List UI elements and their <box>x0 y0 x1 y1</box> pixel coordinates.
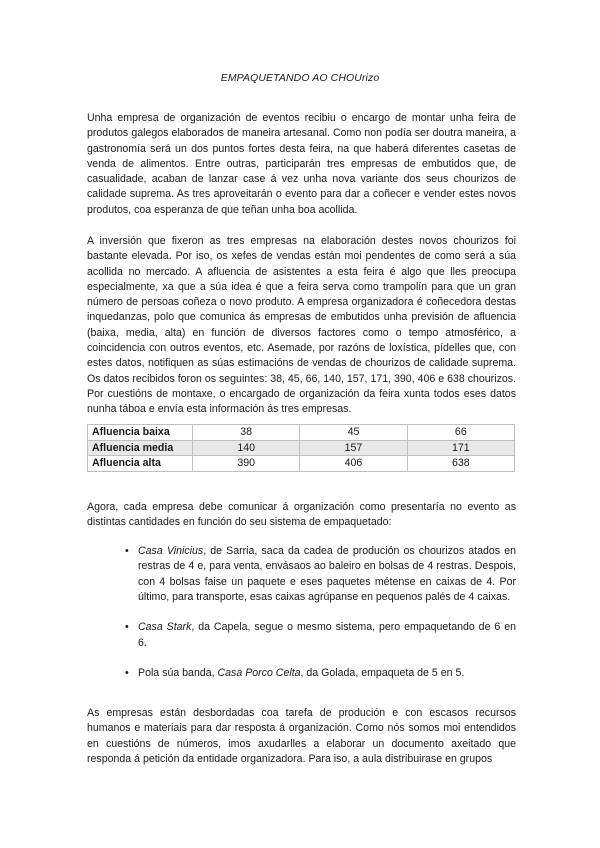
list-item: • Casa Stark, da Capela, segue o mesmo sistema, pero empaquetando de 6 en 6. <box>125 621 516 649</box>
attendance-table <box>87 424 515 472</box>
table-row <box>88 440 515 456</box>
document-title: EMPAQUETANDO AO CHOUrizo <box>220 72 380 84</box>
table-row <box>88 456 515 472</box>
bullet-icon: • <box>125 545 129 557</box>
packaging-intro-paragraph: Agora, cada empresa debe comunicar á organización como presentaría no evento as distintas cantidades en función do seu sistema de empaquetado: <box>87 501 516 529</box>
table-cell: 406 <box>300 456 407 472</box>
list-item: • Pola súa banda, Casa Porco Celta, da Golada, empaqueta de 5 en 5. <box>138 666 516 681</box>
table-cell: 171 <box>407 440 514 456</box>
company-name: Casa Stark <box>138 621 192 634</box>
table-cell: 38 <box>193 425 300 441</box>
row-label: Afluencia baixa <box>88 425 193 441</box>
table-cell: 45 <box>300 425 407 441</box>
table-cell: 390 <box>193 456 300 472</box>
intro-paragraph: Unha empresa de organización de eventos recibiu o encargo de montar unha feira de produtos galegos elaborados de maneira artesanal. Como non podía ser doutra maneira, a gastronomía será un dos puntos fortes desta feira, na que haberá diferentes casetas de venda de alimentos. Entre outras, participarán tres empresas de embutidos que, de casualidade, acaban de lanzar case á vez unha nova variante dos seus chourizos de calidade suprema. As tres aproveitarán o evento para dar a coñecer e vender estes novos produtos, coa esperanza de que teñan unha boa acollida. <box>87 112 516 216</box>
investment-paragraph: A inversión que fixeron as tres empresas na elaboración destes novos chourizos foi bastante elevada. Por iso, os xefes de vendas están moi pendentes de como será a súa acollida no mercado. A afluencia de asistentes a esta feira é algo que lles preocupa especialmente, xa que a súa idea é que a feira serva como trampolín para que un gran número de persoas coñeza o novo produto. A empresa organizadora é coñecedora destas inquedanzas, polo que comunica ás empresas de embutidos unha previsión de afluencia (baixa, media, alta) en función de diversos factores como o tempo atmosférico, a coincidencia con outros eventos, etc. Asemade, por razóns de loxística, pídelles que, con estes datos, notifiquen as súas estimacións de vendas de chourizos de calidade suprema. Os datos recibidos foron os seguintes: 38, 45, 66, 140, 157, 171, 390, 406 e 638 chourizos. Por cuestións de montaxe, o encargado de organización da feira xunta todos eses datos nunha táboa e envía esta información ás tres empresas. <box>87 235 516 416</box>
list-item: • Casa Vinicius, de Sarria, saca da cadea de produción os chourizos atados en restras de 4 e, para venta, envásaos ao baleiro en bolsas de 4 restras. Despois, con 4 bolsas faise un paquete e eses paquetes métense en caixas de 4. Por último, para transporte, esas caixas agrúpanse en pequenos palés de 4 caixas. <box>125 545 516 603</box>
company-name: Casa Vinicius <box>138 545 204 557</box>
table-cell: 157 <box>300 440 407 456</box>
bullet-icon: • <box>125 667 129 680</box>
company-list <box>125 544 516 697</box>
row-label: Afluencia media <box>88 440 193 456</box>
table-cell: 66 <box>407 425 514 441</box>
table-cell: 140 <box>193 440 300 456</box>
closing-paragraph: As empresas están desbordadas coa tarefa de produción e con escasos recursos humanos e materiais para dar resposta á organización. Como nós somos moi entendidos en cuestións de números, imos axudarlles a elaborar un documento axeitado que responda á petición da entidade organizadora. Para iso, a aula distribuirase en grupos <box>87 707 516 765</box>
bullet-icon: • <box>125 621 129 634</box>
row-label: Afluencia alta <box>88 456 193 472</box>
table-row <box>88 425 515 441</box>
company-name: Casa Porco Celta <box>217 667 301 680</box>
table-cell: 638 <box>407 456 514 472</box>
